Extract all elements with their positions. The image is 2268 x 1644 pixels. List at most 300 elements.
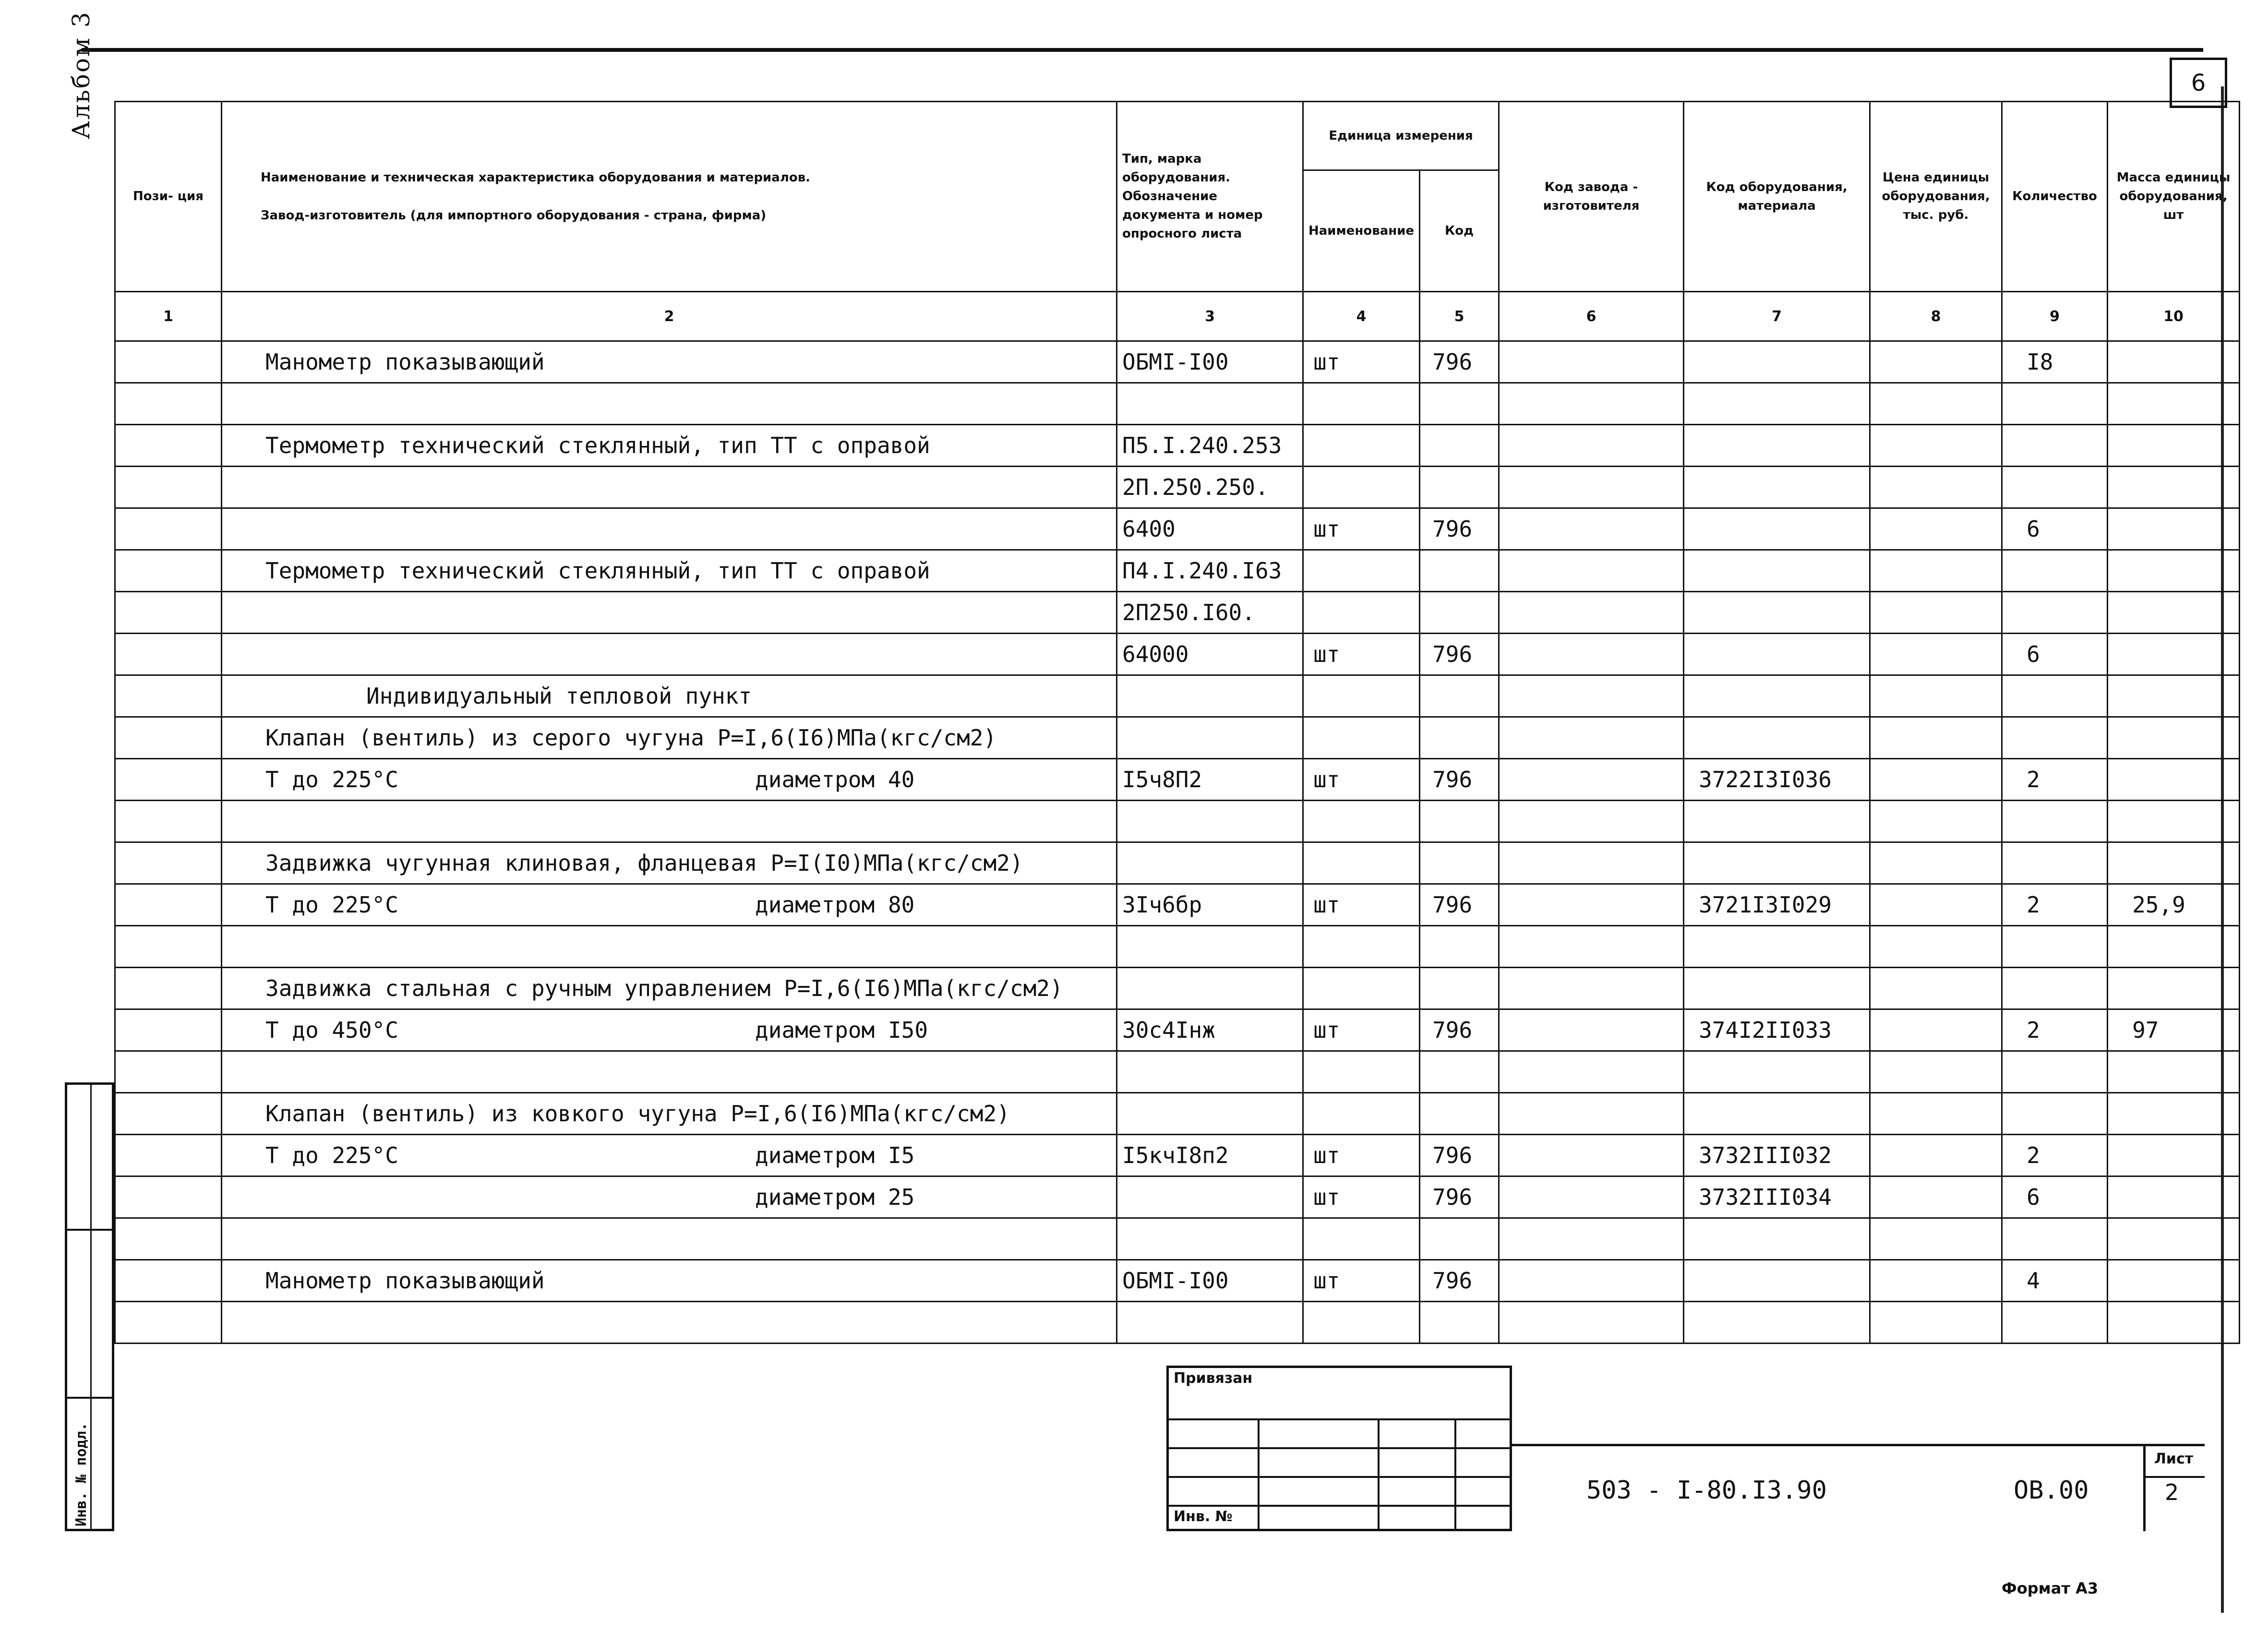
item-name: Клапан (вентиль) из серого чугуна Р=I,6(I6)МПа(кгс/см2) xyxy=(265,725,997,751)
cell-equip: 3732III034 xyxy=(1684,1176,1870,1218)
cell-name xyxy=(222,1009,1117,1051)
cell-qty xyxy=(2002,425,2108,467)
cell-qty: 4 xyxy=(2002,1260,2108,1302)
item-name: Манометр показывающий xyxy=(265,1268,545,1294)
cell-type: 3Iч6бр xyxy=(1117,884,1303,926)
table-row xyxy=(115,425,2240,467)
cell-name xyxy=(222,1135,1117,1176)
table-row xyxy=(115,968,2240,1009)
cell-mass xyxy=(2108,383,2240,425)
col-number: 4 xyxy=(1303,292,1420,341)
cell-factory xyxy=(1499,717,1684,759)
table-row xyxy=(115,1218,2240,1260)
cell-unit xyxy=(1303,383,1420,425)
cell-factory xyxy=(1499,842,1684,884)
table-row xyxy=(115,1302,2240,1344)
cell-type: 2П250.I60. xyxy=(1117,592,1303,634)
cell-price xyxy=(1870,592,2002,634)
cell-factory xyxy=(1499,425,1684,467)
cell-price xyxy=(1870,467,2002,508)
cell-factory xyxy=(1499,759,1684,801)
cell-type: ОБМI-I00 xyxy=(1117,341,1303,383)
table-row xyxy=(115,1176,2240,1218)
cell-mass xyxy=(2108,508,2240,550)
cell-pos xyxy=(115,508,222,550)
table-row xyxy=(115,675,2240,717)
item-name: Манометр показывающий xyxy=(265,349,545,375)
table-row xyxy=(115,1135,2240,1176)
cell-price xyxy=(1870,884,2002,926)
cell-unit xyxy=(1303,467,1420,508)
item-diameter: диаметром 80 xyxy=(755,892,915,918)
cell-pos xyxy=(115,842,222,884)
cell-type: 30с4Iнж xyxy=(1117,1009,1303,1051)
item-name: Т до 225°С xyxy=(265,767,398,792)
cell-mass xyxy=(2108,341,2240,383)
cell-equip: 3721I3I029 xyxy=(1684,884,1870,926)
col-number: 3 xyxy=(1117,292,1303,341)
col-number: 9 xyxy=(2002,292,2108,341)
cell-name xyxy=(222,926,1117,968)
col-number: 6 xyxy=(1499,292,1684,341)
cell-qty xyxy=(2002,801,2108,842)
cell-type xyxy=(1117,717,1303,759)
item-name: Клапан (вентиль) из ковкого чугуна Р=I,6(I6)МПа(кгс/см2) xyxy=(265,1101,1010,1127)
cell-code: 796 xyxy=(1420,1176,1499,1218)
cell-factory xyxy=(1499,1135,1684,1176)
item-name: Задвижка стальная с ручным управлением Р=I,6(I6)МПа(кгс/см2) xyxy=(265,975,1063,1001)
attached-stamp xyxy=(1166,1366,1512,1531)
cell-name xyxy=(222,634,1117,675)
cell-price xyxy=(1870,1051,2002,1093)
cell-pos xyxy=(115,425,222,467)
cell-code: 796 xyxy=(1420,884,1499,926)
specification-table xyxy=(114,101,2240,1344)
cell-factory xyxy=(1499,383,1684,425)
cell-unit xyxy=(1303,675,1420,717)
cell-pos xyxy=(115,968,222,1009)
cell-code xyxy=(1420,550,1499,592)
cell-equip xyxy=(1684,592,1870,634)
cell-pos xyxy=(115,467,222,508)
item-diameter: диаметром I50 xyxy=(755,1017,928,1043)
cell-unit xyxy=(1303,1093,1420,1135)
cell-pos xyxy=(115,717,222,759)
cell-factory xyxy=(1499,592,1684,634)
cell-unit xyxy=(1303,425,1420,467)
cell-equip: 374I2II033 xyxy=(1684,1009,1870,1051)
cell-unit xyxy=(1303,717,1420,759)
cell-code: 796 xyxy=(1420,1009,1499,1051)
cell-factory xyxy=(1499,1051,1684,1093)
cell-price xyxy=(1870,1093,2002,1135)
cell-code xyxy=(1420,801,1499,842)
cell-type xyxy=(1117,926,1303,968)
cell-unit: шт xyxy=(1303,1260,1420,1302)
cell-price xyxy=(1870,508,2002,550)
cell-pos xyxy=(115,550,222,592)
cell-qty xyxy=(2002,926,2108,968)
cell-qty: 2 xyxy=(2002,1009,2108,1051)
col-number: 1 xyxy=(115,292,222,341)
cell-type xyxy=(1117,968,1303,1009)
cell-factory xyxy=(1499,1218,1684,1260)
cell-name xyxy=(222,759,1117,801)
cell-factory xyxy=(1499,675,1684,717)
cell-code xyxy=(1420,842,1499,884)
table-row xyxy=(115,884,2240,926)
cell-mass xyxy=(2108,592,2240,634)
table-row xyxy=(115,383,2240,425)
cell-equip xyxy=(1684,467,1870,508)
item-diameter: диаметром I5 xyxy=(755,1142,915,1168)
cell-unit xyxy=(1303,968,1420,1009)
cell-pos xyxy=(115,1009,222,1051)
cell-name xyxy=(222,467,1117,508)
cell-mass xyxy=(2108,926,2240,968)
cell-type xyxy=(1117,1093,1303,1135)
table-row xyxy=(115,717,2240,759)
top-border-line xyxy=(82,48,2203,52)
cell-mass xyxy=(2108,1176,2240,1218)
cell-pos xyxy=(115,634,222,675)
cell-factory xyxy=(1499,550,1684,592)
cell-type xyxy=(1117,1176,1303,1218)
cell-code xyxy=(1420,467,1499,508)
cell-equip xyxy=(1684,634,1870,675)
header-name-line2: Завод-изготовитель (для импортного оборудования - страна, фирма) xyxy=(261,208,767,223)
cell-name xyxy=(222,1051,1117,1093)
cell-price xyxy=(1870,675,2002,717)
cell-price xyxy=(1870,425,2002,467)
cell-qty xyxy=(2002,1051,2108,1093)
cell-qty: 2 xyxy=(2002,1135,2108,1176)
cell-unit xyxy=(1303,1302,1420,1344)
item-name: Индивидуальный тепловой пункт xyxy=(366,683,752,709)
cell-type: ОБМI-I00 xyxy=(1117,1260,1303,1302)
cell-pos xyxy=(115,1176,222,1218)
header-name-line1: Наименование и техническая характеристика оборудования и материалов. xyxy=(261,170,811,185)
cell-equip xyxy=(1684,968,1870,1009)
cell-equip xyxy=(1684,842,1870,884)
cell-name xyxy=(222,1260,1117,1302)
cell-unit: шт xyxy=(1303,759,1420,801)
cell-mass xyxy=(2108,634,2240,675)
cell-code xyxy=(1420,592,1499,634)
cell-pos xyxy=(115,1302,222,1344)
cell-unit xyxy=(1303,1218,1420,1260)
header-unit-code: Код xyxy=(1420,170,1499,292)
column-number-row xyxy=(115,292,2240,341)
cell-mass xyxy=(2108,1135,2240,1176)
table-row xyxy=(115,1093,2240,1135)
cell-equip xyxy=(1684,383,1870,425)
cell-mass xyxy=(2108,1051,2240,1093)
cell-name xyxy=(222,508,1117,550)
cell-price xyxy=(1870,801,2002,842)
cell-factory xyxy=(1499,1302,1684,1344)
cell-price xyxy=(1870,842,2002,884)
header-name xyxy=(222,102,1117,292)
cell-type: 64000 xyxy=(1117,634,1303,675)
table-row xyxy=(115,801,2240,842)
header-price: Цена единицы оборудования, тыс. руб. xyxy=(1870,102,2002,292)
cell-price xyxy=(1870,383,2002,425)
cell-mass xyxy=(2108,801,2240,842)
cell-unit: шт xyxy=(1303,1009,1420,1051)
cell-name xyxy=(222,842,1117,884)
cell-unit: шт xyxy=(1303,341,1420,383)
cell-code: 796 xyxy=(1420,634,1499,675)
cell-pos xyxy=(115,592,222,634)
cell-qty xyxy=(2002,383,2108,425)
cell-type xyxy=(1117,1218,1303,1260)
cell-pos xyxy=(115,1093,222,1135)
cell-code xyxy=(1420,1218,1499,1260)
table-row xyxy=(115,1260,2240,1302)
col-number: 7 xyxy=(1684,292,1870,341)
cell-unit xyxy=(1303,592,1420,634)
cell-qty xyxy=(2002,1302,2108,1344)
cell-code xyxy=(1420,1051,1499,1093)
cell-equip xyxy=(1684,675,1870,717)
cell-equip xyxy=(1684,926,1870,968)
table-row xyxy=(115,634,2240,675)
cell-factory xyxy=(1499,1260,1684,1302)
left-stamp-strip xyxy=(65,1082,114,1531)
cell-pos xyxy=(115,926,222,968)
cell-unit xyxy=(1303,550,1420,592)
cell-code xyxy=(1420,968,1499,1009)
cell-mass xyxy=(2108,675,2240,717)
header-quantity: Количество xyxy=(2002,102,2108,292)
cell-mass xyxy=(2108,968,2240,1009)
cell-factory xyxy=(1499,801,1684,842)
cell-mass xyxy=(2108,550,2240,592)
cell-price xyxy=(1870,550,2002,592)
col-number: 10 xyxy=(2108,292,2240,341)
cell-qty xyxy=(2002,1093,2108,1135)
cell-unit: шт xyxy=(1303,884,1420,926)
cell-qty: 2 xyxy=(2002,884,2108,926)
cell-factory xyxy=(1499,1093,1684,1135)
cell-factory xyxy=(1499,968,1684,1009)
cell-unit: шт xyxy=(1303,1176,1420,1218)
cell-qty xyxy=(2002,592,2108,634)
attached-label: Привязан xyxy=(1174,1370,1253,1387)
item-name: Т до 450°С xyxy=(265,1017,398,1043)
cell-name xyxy=(222,717,1117,759)
cell-pos xyxy=(115,884,222,926)
cell-factory xyxy=(1499,508,1684,550)
cell-name xyxy=(222,592,1117,634)
cell-name xyxy=(222,1093,1117,1135)
table-row xyxy=(115,926,2240,968)
col-number: 8 xyxy=(1870,292,2002,341)
header-position: Пози- ция xyxy=(115,102,222,292)
cell-unit: шт xyxy=(1303,634,1420,675)
cell-type: 6400 xyxy=(1117,508,1303,550)
cell-pos xyxy=(115,759,222,801)
cell-mass xyxy=(2108,1218,2240,1260)
item-name: Термометр технический стеклянный, тип ТТ с оправой xyxy=(265,432,930,458)
cell-type xyxy=(1117,842,1303,884)
table-row xyxy=(115,1051,2240,1093)
cell-type: I5ч8П2 xyxy=(1117,759,1303,801)
cell-code xyxy=(1420,383,1499,425)
cell-type: П4.I.240.I63 xyxy=(1117,550,1303,592)
table-row xyxy=(115,550,2240,592)
document-code: 503 - I-80.I3.90 xyxy=(1586,1476,1827,1505)
cell-price xyxy=(1870,1260,2002,1302)
cell-code xyxy=(1420,1302,1499,1344)
cell-equip xyxy=(1684,508,1870,550)
cell-equip xyxy=(1684,1093,1870,1135)
cell-qty xyxy=(2002,842,2108,884)
item-diameter: диаметром 25 xyxy=(755,1184,915,1210)
cell-pos xyxy=(115,383,222,425)
cell-code: 796 xyxy=(1420,759,1499,801)
cell-equip xyxy=(1684,341,1870,383)
cell-mass xyxy=(2108,717,2240,759)
cell-qty xyxy=(2002,550,2108,592)
cell-code xyxy=(1420,926,1499,968)
header-mass: Масса единицы оборудования, шт xyxy=(2108,102,2240,292)
inventory-label: Инв. № подл. xyxy=(73,1422,90,1526)
cell-qty: 6 xyxy=(2002,1176,2108,1218)
sheet-number: 2 xyxy=(2165,1479,2179,1505)
cell-pos xyxy=(115,675,222,717)
cell-code: 796 xyxy=(1420,1260,1499,1302)
cell-code: 796 xyxy=(1420,1135,1499,1176)
cell-mass xyxy=(2108,1302,2240,1344)
header-equipment-code: Код оборудования, материала xyxy=(1684,102,1870,292)
cell-type xyxy=(1117,1302,1303,1344)
cell-factory xyxy=(1499,926,1684,968)
cell-name xyxy=(222,383,1117,425)
cell-equip xyxy=(1684,801,1870,842)
item-name: Т до 225°С xyxy=(265,1142,398,1168)
album-label: Альбом 3 xyxy=(67,11,95,139)
cell-name xyxy=(222,884,1117,926)
cell-type: П5.I.240.253 xyxy=(1117,425,1303,467)
header-row xyxy=(115,102,2240,170)
header-factory-code: Код завода - изготовителя xyxy=(1499,102,1684,292)
cell-mass xyxy=(2108,425,2240,467)
cell-name xyxy=(222,341,1117,383)
cell-qty: 6 xyxy=(2002,634,2108,675)
cell-mass xyxy=(2108,1260,2240,1302)
cell-equip xyxy=(1684,1260,1870,1302)
table-row xyxy=(115,842,2240,884)
cell-mass xyxy=(2108,1093,2240,1135)
cell-factory xyxy=(1499,1009,1684,1051)
cell-factory xyxy=(1499,341,1684,383)
cell-type: 2П.250.250. xyxy=(1117,467,1303,508)
cell-factory xyxy=(1499,1176,1684,1218)
cell-price xyxy=(1870,1176,2002,1218)
header-unit-name: Наименование xyxy=(1303,170,1420,292)
cell-price xyxy=(1870,634,2002,675)
cell-qty: 6 xyxy=(2002,508,2108,550)
cell-unit xyxy=(1303,842,1420,884)
cell-type xyxy=(1117,383,1303,425)
cell-code xyxy=(1420,675,1499,717)
cell-qty xyxy=(2002,467,2108,508)
cell-qty: I8 xyxy=(2002,341,2108,383)
cell-unit xyxy=(1303,1051,1420,1093)
cell-factory xyxy=(1499,634,1684,675)
table-row xyxy=(115,1009,2240,1051)
cell-mass xyxy=(2108,467,2240,508)
cell-price xyxy=(1870,717,2002,759)
cell-code xyxy=(1420,1093,1499,1135)
item-name: Т до 225°С xyxy=(265,892,398,918)
cell-price xyxy=(1870,341,2002,383)
cell-unit: шт xyxy=(1303,508,1420,550)
table-row xyxy=(115,467,2240,508)
cell-qty xyxy=(2002,675,2108,717)
item-diameter: диаметром 40 xyxy=(755,767,915,792)
format-label: Формат А3 xyxy=(2002,1579,2099,1597)
cell-type: I5кчI8п2 xyxy=(1117,1135,1303,1176)
cell-code: 796 xyxy=(1420,341,1499,383)
cell-unit: шт xyxy=(1303,1135,1420,1176)
cell-type xyxy=(1117,675,1303,717)
cell-mass xyxy=(2108,759,2240,801)
sheet-top-number: 6 xyxy=(2170,58,2227,108)
cell-price xyxy=(1870,926,2002,968)
cell-equip xyxy=(1684,1051,1870,1093)
cell-mass xyxy=(2108,842,2240,884)
header-type: Тип, марка оборудования. Обозначение документа и номер опросного листа xyxy=(1117,102,1303,292)
col-number: 5 xyxy=(1420,292,1499,341)
cell-price xyxy=(1870,1135,2002,1176)
cell-qty xyxy=(2002,968,2108,1009)
cell-price xyxy=(1870,1302,2002,1344)
table-row xyxy=(115,759,2240,801)
cell-pos xyxy=(115,341,222,383)
cell-pos xyxy=(115,801,222,842)
cell-qty xyxy=(2002,717,2108,759)
cell-pos xyxy=(115,1135,222,1176)
cell-name xyxy=(222,1218,1117,1260)
cell-unit xyxy=(1303,801,1420,842)
cell-price xyxy=(1870,1009,2002,1051)
cell-equip xyxy=(1684,425,1870,467)
cell-name xyxy=(222,968,1117,1009)
cell-pos xyxy=(115,1051,222,1093)
cell-factory xyxy=(1499,467,1684,508)
cell-name xyxy=(222,1302,1117,1344)
cell-name xyxy=(222,425,1117,467)
item-name: Термометр технический стеклянный, тип ТТ с оправой xyxy=(265,558,930,584)
col-number: 2 xyxy=(222,292,1117,341)
section-code: ОВ.00 xyxy=(2014,1476,2089,1505)
cell-price xyxy=(1870,759,2002,801)
inv-number-label: Инв. № xyxy=(1174,1508,1233,1525)
header-units: Единица измерения xyxy=(1303,102,1499,170)
cell-factory xyxy=(1499,884,1684,926)
table-row xyxy=(115,592,2240,634)
cell-price xyxy=(1870,1218,2002,1260)
cell-name xyxy=(222,675,1117,717)
table-row xyxy=(115,341,2240,383)
cell-mass: 97 xyxy=(2108,1009,2240,1051)
cell-equip xyxy=(1684,717,1870,759)
cell-equip: 3732III032 xyxy=(1684,1135,1870,1176)
cell-name xyxy=(222,801,1117,842)
